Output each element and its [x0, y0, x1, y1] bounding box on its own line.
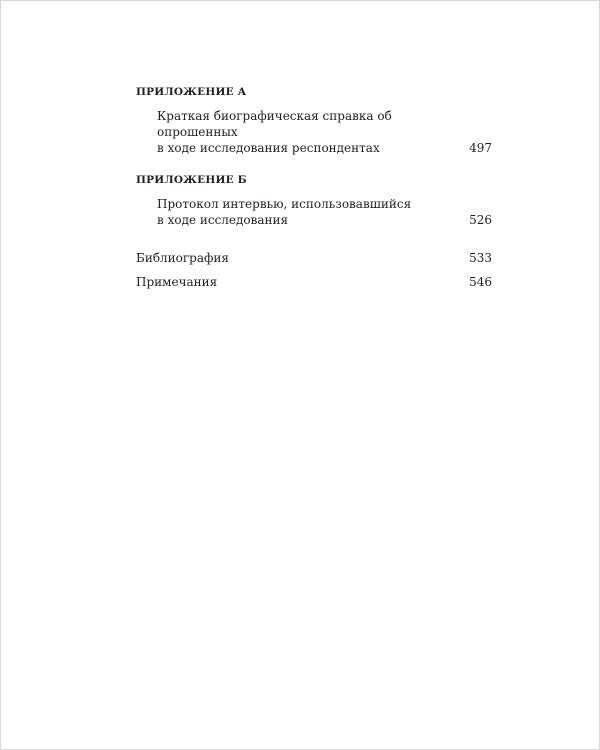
toc-entry-page-number: 497: [469, 141, 492, 155]
toc-entry-title-line-2: в ходе исследования: [157, 213, 289, 227]
appendix-a-heading: ПРИЛОЖЕНИЕ А: [136, 86, 247, 98]
toc-entry-title: Примечания: [136, 275, 218, 289]
table-of-contents: [136, 85, 492, 298]
toc-entry-page-number: 546: [469, 275, 492, 289]
toc-entry-bibliography[interactable]: [136, 250, 492, 266]
appendix-b-heading: ПРИЛОЖЕНИЕ Б: [136, 174, 247, 186]
toc-entry-title: [157, 196, 492, 228]
toc-entry-title-line-1: Протокол интервью, использовавшийся: [157, 197, 412, 211]
toc-entry-title: [157, 108, 492, 156]
toc-entry-title: Библиография: [136, 251, 229, 265]
toc-plain-entries: [136, 250, 492, 290]
toc-entry-title-line-1: Краткая биографическая справка об опрошенных: [157, 109, 392, 139]
toc-entry-page-number: 526: [469, 213, 492, 227]
toc-entry-appendix-a[interactable]: [136, 108, 492, 156]
toc-entry-appendix-b[interactable]: [136, 196, 492, 228]
toc-entry-notes[interactable]: [136, 274, 492, 290]
appendix-a-section: [136, 85, 492, 156]
appendix-b-section: [136, 173, 492, 228]
toc-entry-title-line-2: в ходе исследования респондентах: [157, 141, 380, 155]
toc-entry-page-number: 533: [469, 251, 492, 265]
